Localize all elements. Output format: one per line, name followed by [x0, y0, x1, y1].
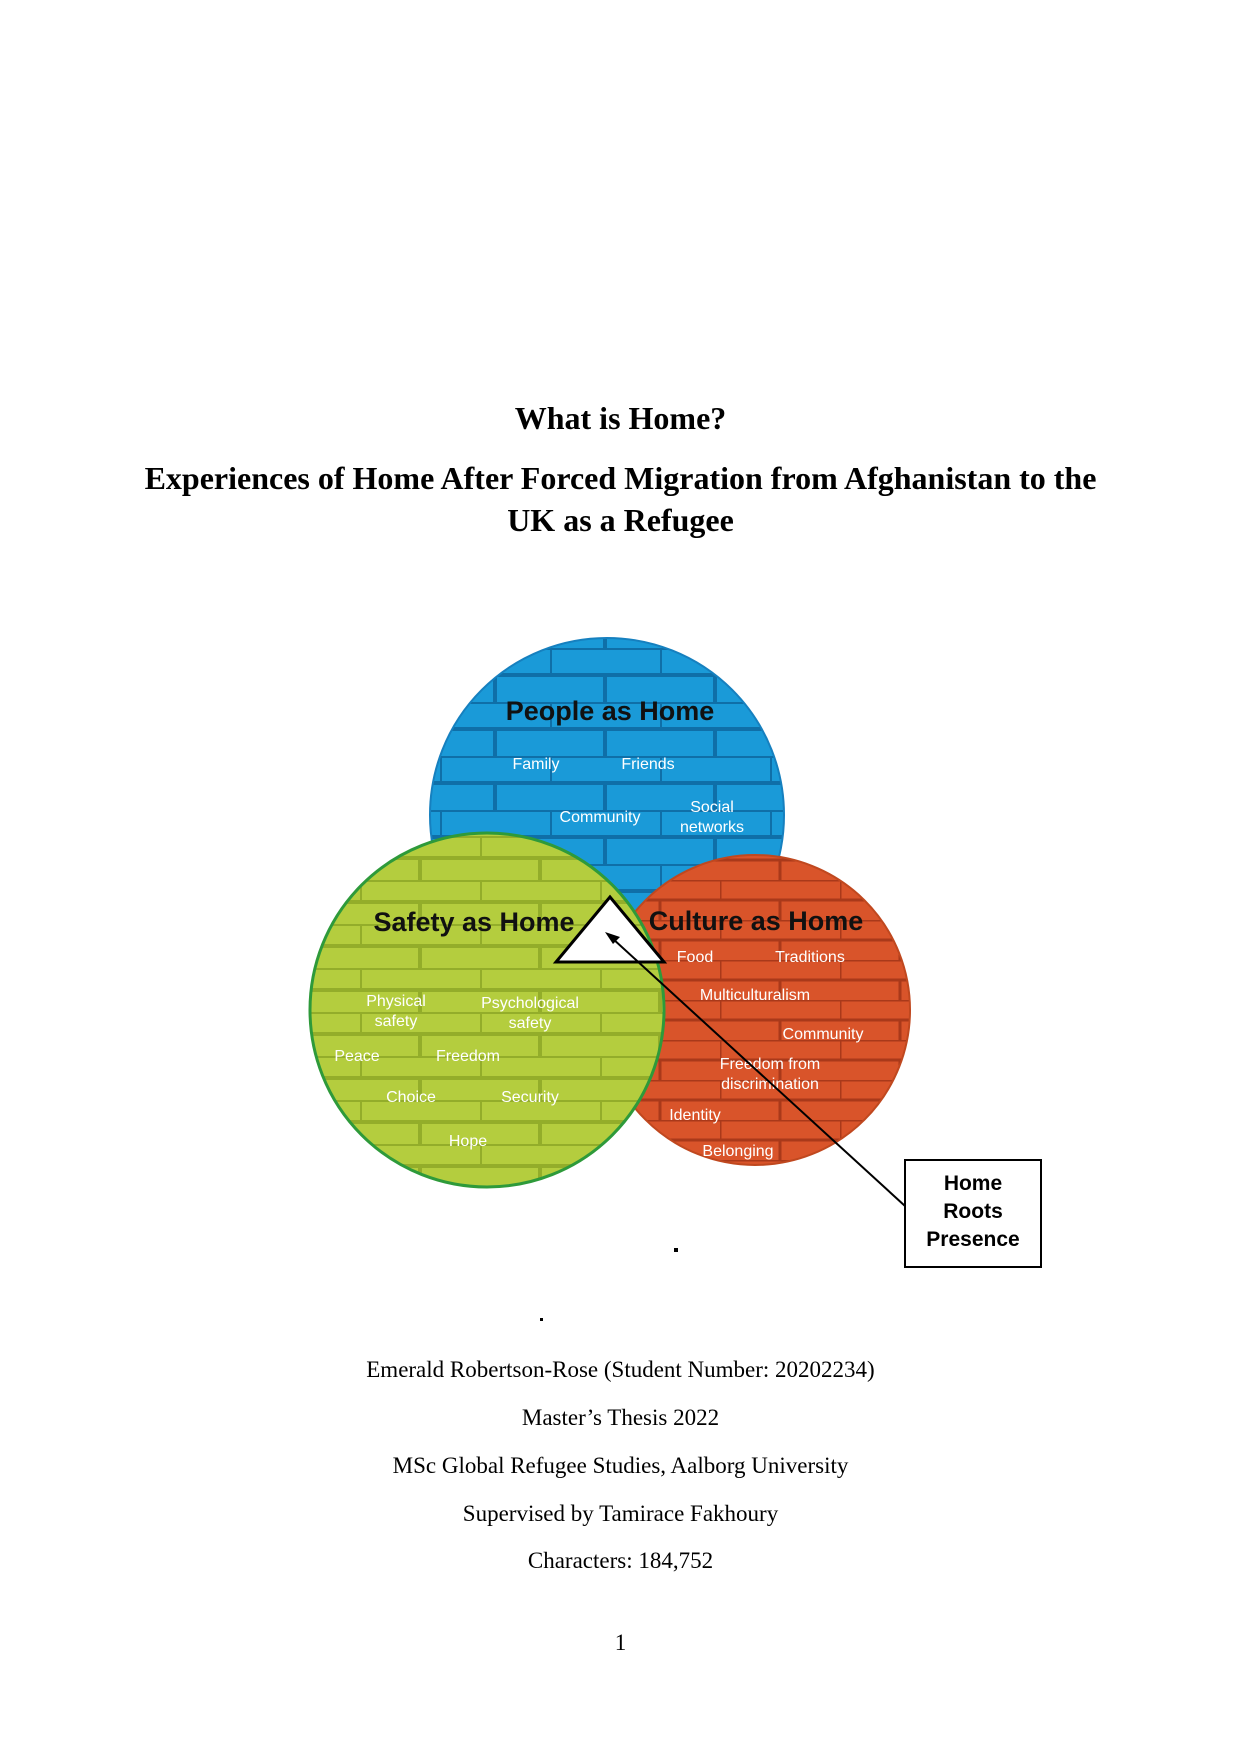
safety-item: Hope: [448, 1133, 488, 1150]
page-subtitle: Experiences of Home After Forced Migration from Afghanistan to the UK as a Refugee: [144, 460, 1097, 538]
characters-line: Characters: 184,752: [527, 1548, 714, 1573]
supervisor-line: Supervised by Tamirace Fakhoury: [462, 1501, 779, 1526]
people-item: Family: [512, 756, 560, 773]
culture-item: Belonging: [702, 1143, 774, 1160]
culture-item: discrimination: [721, 1076, 819, 1093]
people-item: Social: [690, 799, 734, 816]
page-number: 1: [614, 1630, 627, 1655]
safety-item: Security: [501, 1089, 559, 1106]
callout-line: Roots: [943, 1200, 1003, 1223]
safety-item: safety: [508, 1015, 552, 1032]
stray-dot: [540, 1318, 543, 1321]
people-item: Friends: [621, 756, 675, 773]
thesis-line: Master’s Thesis 2022: [521, 1405, 720, 1430]
safety-item: Freedom: [435, 1048, 501, 1065]
people-heading: People as Home: [505, 696, 715, 726]
safety-item: Physical: [366, 993, 426, 1010]
callout-box: [905, 1160, 1041, 1267]
safety-item: safety: [374, 1013, 418, 1030]
people-item: Community: [559, 809, 641, 826]
callout-line: Presence: [926, 1228, 1020, 1251]
culture-item: Community: [782, 1026, 864, 1043]
safety-heading: Safety as Home: [373, 907, 575, 937]
safety-item: Psychological: [481, 995, 579, 1012]
people-item: networks: [679, 819, 745, 836]
culture-item: Traditions: [775, 949, 845, 966]
culture-item: Food: [676, 949, 714, 966]
programme-line: MSc Global Refugee Studies, Aalborg University: [392, 1453, 849, 1478]
stray-dot: [674, 1248, 678, 1252]
culture-item: Freedom from: [719, 1056, 821, 1073]
safety-item: Peace: [334, 1048, 380, 1065]
author-line: Emerald Robertson-Rose (Student Number: 20202234): [366, 1357, 875, 1382]
culture-item: Identity: [669, 1107, 721, 1124]
safety-item: Choice: [386, 1089, 436, 1106]
culture-item: Multiculturalism: [699, 987, 811, 1004]
culture-heading: Culture as Home: [648, 906, 864, 936]
page-title: What is Home?: [514, 400, 727, 436]
callout-line: Home: [943, 1172, 1003, 1195]
